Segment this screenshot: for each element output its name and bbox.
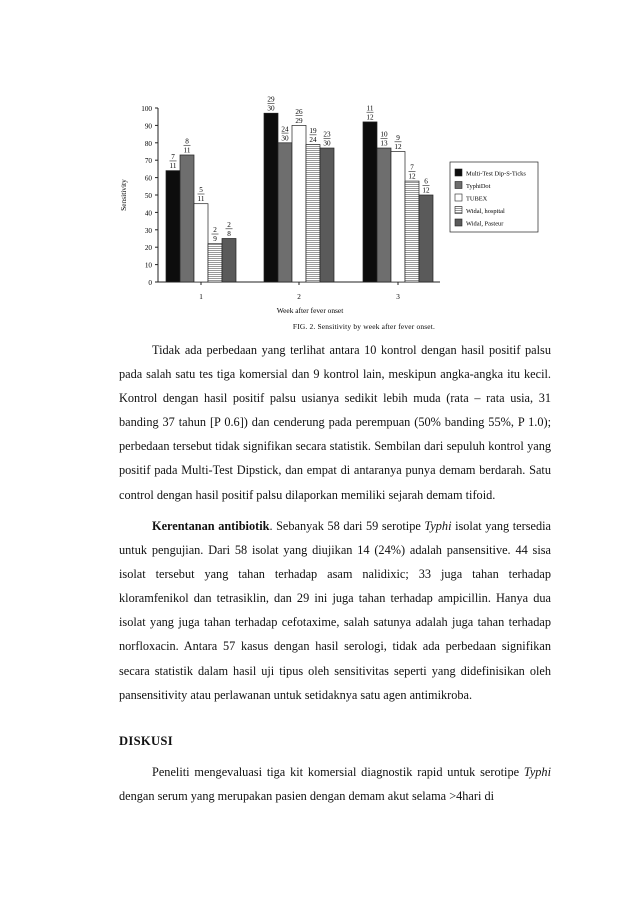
bar-label-numerator: 8 [185, 137, 189, 146]
bar [405, 181, 419, 282]
legend-label: Widal, Pasteur [466, 220, 504, 228]
bar-label-numerator: 11 [366, 104, 374, 113]
bar-label-numerator: 9 [396, 134, 400, 142]
bar [320, 148, 334, 282]
bar-label-denominator: 11 [169, 162, 177, 171]
bar [166, 171, 180, 282]
y-tick-label: 20 [144, 244, 152, 253]
para3-text-a: Peneliti mengevaluasi tiga kit komersial diagnostik rapid untuk serotipe [152, 765, 524, 779]
bar-label-denominator: 9 [213, 235, 217, 244]
bar-label-denominator: 8 [227, 230, 231, 238]
bar-label-numerator: 23 [323, 130, 331, 139]
para3-text-b: dengan serum yang merupakan pasien dengan demam akut selama >4hari di [119, 789, 495, 804]
sensitivity-chart [100, 86, 540, 336]
y-tick-label: 50 [144, 192, 152, 200]
bar-label-numerator: 2 [213, 226, 217, 235]
bar-label-denominator: 11 [197, 195, 205, 204]
bar [208, 244, 222, 282]
y-tick-label: 90 [144, 122, 152, 131]
para2-text-a: . Sebanyak 58 dari 59 serotipe [269, 519, 425, 533]
bar [377, 148, 391, 282]
y-tick-label: 100 [141, 105, 152, 113]
bar [264, 113, 278, 282]
bar [306, 145, 320, 282]
para1-text: Tidak ada perbedaan yang terlihat antara 10 kontrol dengan hasil positif palsu pada salah satu tes tiga komersial dan 9 kontrol lain, meskipun angka-angka itu kecil. Kontrol dengan hasil positif palsu usianya sedikit lebih muda (rata – rata usia, 31 banding 37 tahun [P 0.6]) dan cenderung pada perempuan (50% banding 55%, P 1.0); perbedaan tersebut tidak signifikan secara statistik. Sembilan dari sepuluh kontrol yang positif pada Multi-Test Dipstick, dan empat di antaranya punya demam berdarah. Satu control dengan hasil positif palsu dilaporkan memiliki sejarah demam tifoid. [119, 343, 551, 502]
bar-label-denominator: 12 [394, 143, 402, 151]
bar-label-numerator: 7 [410, 163, 414, 172]
y-tick-label: 0 [148, 279, 152, 287]
bar-label-denominator: 30 [323, 139, 331, 148]
legend-label: Multi-Test Dip-S-Ticks [466, 170, 526, 178]
legend-swatch [455, 182, 462, 189]
paragraph-diskusi [119, 760, 551, 808]
bar-label-numerator: 29 [267, 95, 275, 104]
bar-label-denominator: 12 [408, 172, 416, 181]
legend-label: TyphiDot [466, 183, 491, 190]
y-axis-title: Sensitivity [119, 179, 128, 211]
legend-swatch [455, 219, 462, 226]
para2-italic: Typhi [424, 519, 452, 533]
bar-label-denominator: 12 [422, 186, 430, 195]
bar-label-numerator: 7 [171, 153, 175, 162]
x-axis-title: Week after fever onset [276, 306, 344, 315]
figure-caption: FIG. 2. Sensitivity by week after fever onset. [292, 322, 436, 331]
x-tick-label: 2 [297, 293, 301, 301]
bar-label-numerator: 5 [199, 186, 203, 195]
bar-label-denominator: 12 [366, 113, 374, 122]
para2-text-b: isolat yang tersedia untuk pengujian. Dari 58 isolat yang diujikan 14 (24%) adalah pansensitive. 44 sisa isolat tersebut yang tahan terhadap asam nalidixic; 33 juga tahan terhadap kloramfenikol dan tetrasiklin, dan 29 ini juga tahan terhadap ampicillin. Hanya dua isolat yang juga tahan terhadap cefotaxime, salah satunya adalah juga tahan terhadap norfloxacin. Antara 57 kasus dengan hasil serologi, tidak ada perbedaan signifikan secara statistik dalam hasil uji tipus oleh sensitivitas seperti yang didefinisikan oleh pansensitivity atau perlawanan untuk setidaknya satu agen antimikroba. [119, 519, 551, 702]
bar-label-denominator: 24 [309, 136, 317, 145]
y-tick-label: 40 [144, 209, 152, 218]
paragraph-false-positive [119, 338, 551, 507]
x-tick-label: 3 [396, 293, 400, 301]
bar-label-denominator: 30 [281, 134, 289, 143]
bar-label-denominator: 30 [267, 104, 275, 113]
y-tick-label: 10 [144, 261, 152, 270]
bar-label-denominator: 13 [380, 139, 388, 148]
para2-lead: Kerentanan antibiotik [152, 519, 270, 533]
legend-label: Widal, hospital [466, 208, 505, 215]
bar-label-denominator: 29 [295, 116, 303, 125]
bar-label-numerator: 6 [424, 177, 428, 186]
bar [292, 125, 306, 282]
bar-label-numerator: 2 [227, 221, 231, 229]
para3-italic: Typhi [523, 765, 551, 779]
bar [363, 122, 377, 282]
y-tick-label: 70 [144, 157, 152, 166]
bar [278, 143, 292, 282]
bar [222, 239, 236, 283]
bar [391, 152, 405, 283]
bar-label-numerator: 10 [380, 130, 388, 139]
y-tick-label: 80 [144, 139, 152, 148]
bar [419, 195, 433, 282]
bar-label-numerator: 26 [295, 107, 303, 116]
bar-label-numerator: 19 [309, 127, 317, 136]
legend-swatch [455, 169, 462, 176]
bar [194, 204, 208, 282]
bar-label-denominator: 11 [183, 146, 191, 155]
bar [180, 155, 194, 282]
legend-label: TUBEX [466, 195, 488, 203]
bar-label-numerator: 24 [281, 125, 289, 134]
y-tick-label: 60 [144, 174, 152, 183]
x-tick-label: 1 [199, 293, 203, 301]
legend-swatch [455, 207, 462, 214]
legend-swatch [455, 194, 462, 201]
y-tick-label: 30 [144, 226, 152, 235]
section-heading-diskusi: DISKUSI [119, 734, 173, 748]
paragraph-antibiotic [119, 514, 551, 707]
